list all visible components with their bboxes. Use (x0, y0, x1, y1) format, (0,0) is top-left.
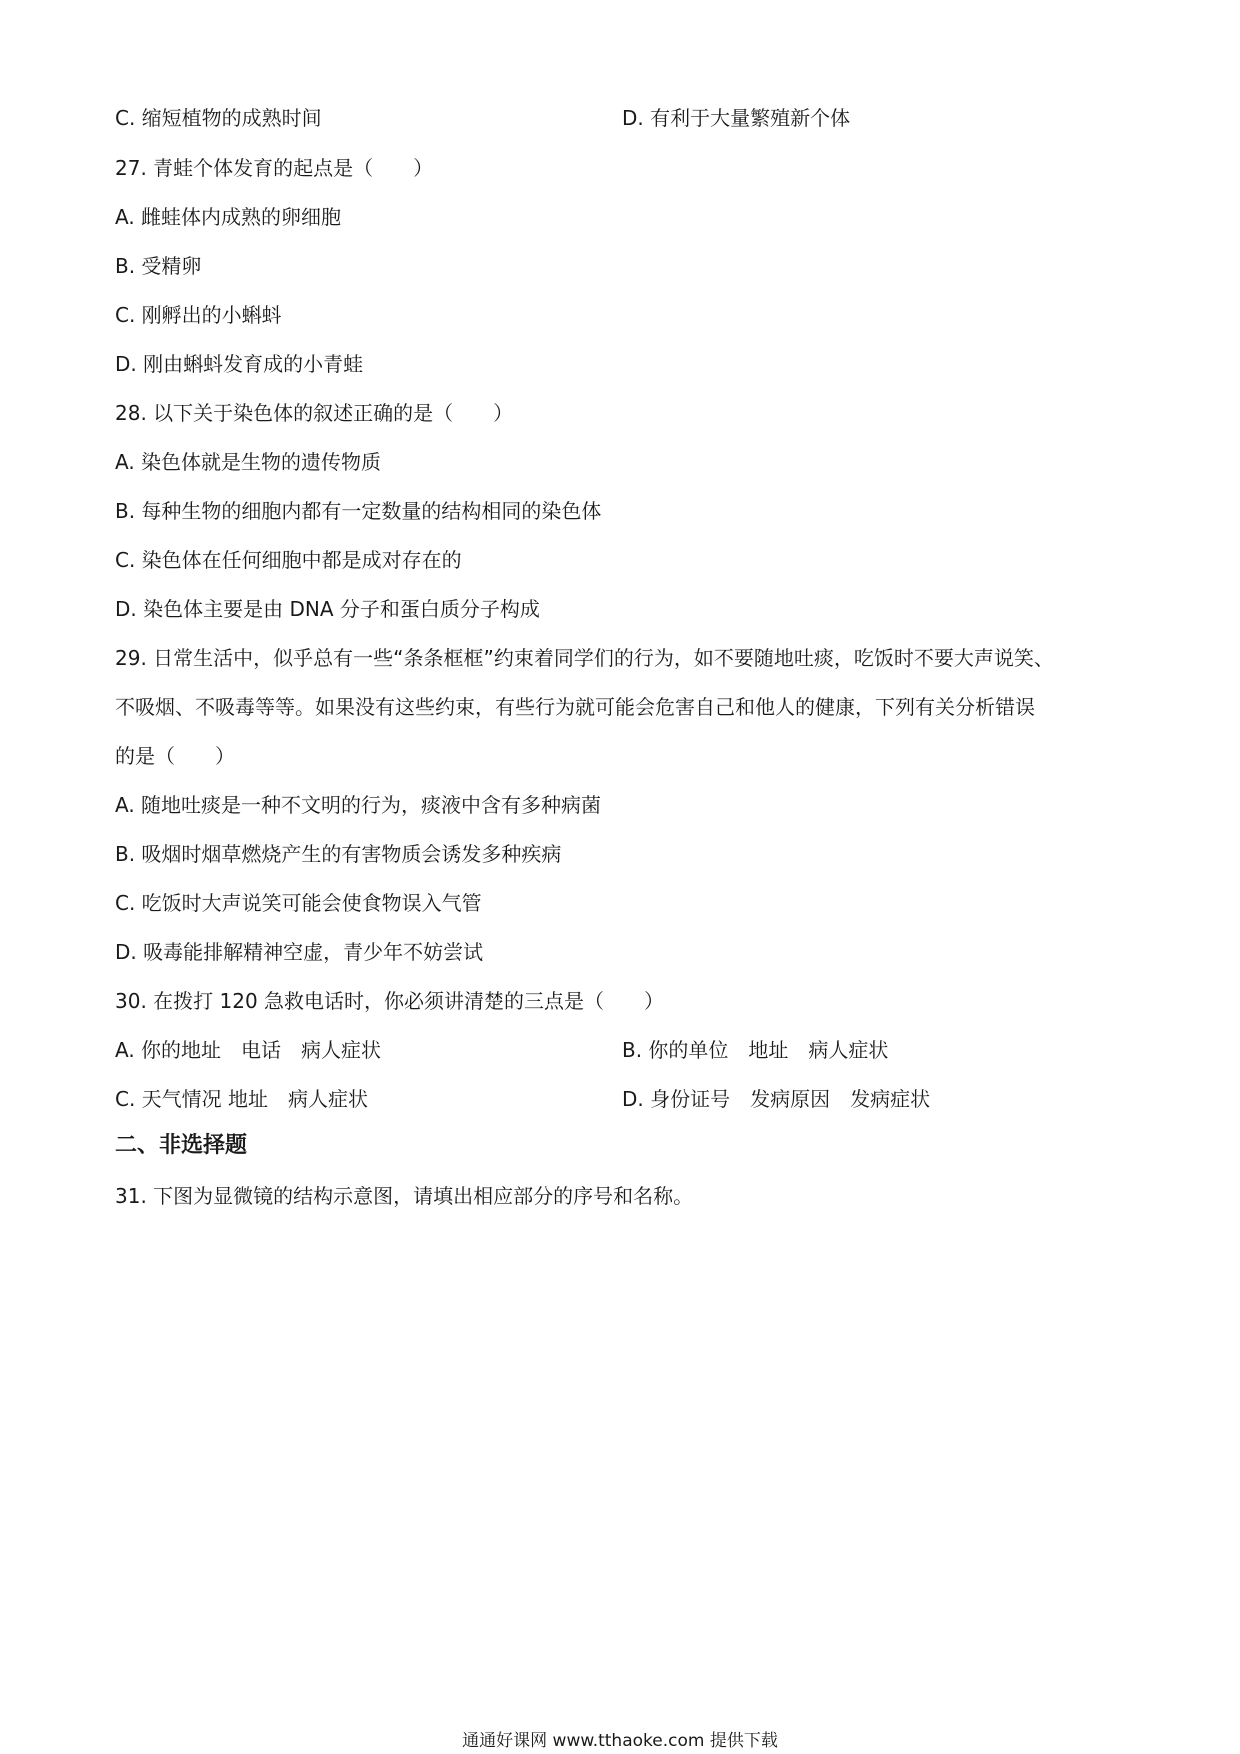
q27-option-d: D. 刚由蝌蚪发育成的小青蛙 (115, 352, 364, 376)
q28-option-d: D. 染色体主要是由 DNA 分子和蛋白质分子构成 (115, 597, 540, 621)
q27-stem: 27. 青蛙个体发育的起点是（ ） (115, 156, 434, 180)
q29-option-d: D. 吸毒能排解精神空虚，青少年不妨尝试 (115, 940, 484, 964)
q28-option-a: A. 染色体就是生物的遗传物质 (115, 450, 382, 474)
section-heading-non-choice: 二、非选择题 (115, 1133, 248, 1158)
q27-option-c: C. 刚孵出的小蝌蚪 (115, 303, 282, 327)
q28-stem: 28. 以下关于染色体的叙述正确的是（ ） (115, 401, 514, 425)
q30-stem: 30. 在拨打 120 急救电话时，你必须讲清楚的三点是（ ） (115, 989, 665, 1013)
q29-option-a: A. 随地吐痰是一种不文明的行为，痰液中含有多种病菌 (115, 793, 602, 817)
q29-option-c: C. 吃饭时大声说笑可能会使食物误入气管 (115, 891, 482, 915)
q30-option-a: A. 你的地址 电话 病人症状 (115, 1038, 382, 1062)
q31-stem: 31. 下图为显微镜的结构示意图，请填出相应部分的序号和名称。 (115, 1184, 694, 1208)
q26-option-c: C. 缩短植物的成熟时间 (115, 106, 322, 130)
q30-option-c: C. 天气情况 地址 病人症状 (115, 1087, 369, 1111)
q28-option-b: B. 每种生物的细胞内都有一定数量的结构相同的染色体 (115, 499, 602, 523)
q29-stem-line1: 29. 日常生活中，似乎总有一些“条条框框”约束着同学们的行为，如不要随地吐痰，吃饭时不要大声说笑、 (115, 646, 1054, 670)
q26-option-d: D. 有利于大量繁殖新个体 (622, 106, 851, 130)
q27-option-a: A. 雌蛙体内成熟的卵细胞 (115, 205, 342, 229)
q29-stem-line2: 不吸烟、不吸毒等等。如果没有这些约束，有些行为就可能会危害自己和他人的健康，下列有关分析错误 (115, 695, 1035, 719)
q29-stem-line3: 的是（ ） (115, 744, 235, 768)
q29-option-b: B. 吸烟时烟草燃烧产生的有害物质会诱发多种疾病 (115, 842, 562, 866)
q28-option-c: C. 染色体在任何细胞中都是成对存在的 (115, 548, 462, 572)
footer-credit: 通通好课网 www.tthaoke.com 提供下载 (462, 1731, 778, 1751)
q30-option-b: B. 你的单位 地址 病人症状 (622, 1038, 889, 1062)
q27-option-b: B. 受精卵 (115, 254, 202, 278)
q30-option-d: D. 身份证号 发病原因 发病症状 (622, 1087, 931, 1111)
